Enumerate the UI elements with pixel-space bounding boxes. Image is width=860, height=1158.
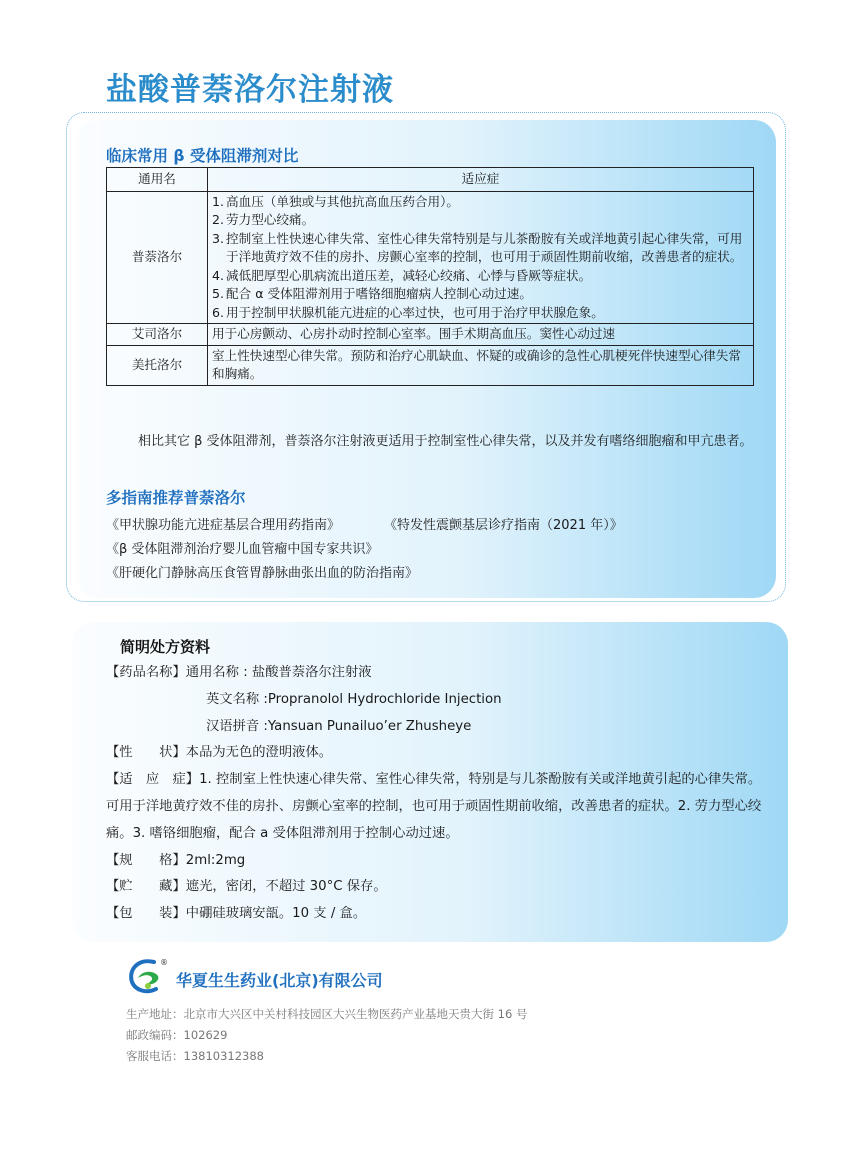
generic-name: 通用名称 : 盐酸普萘洛尔注射液 xyxy=(185,665,372,680)
field-label: 【药品名称】 xyxy=(106,665,186,680)
company-phone: 客服电话：13810312388 xyxy=(126,1049,264,1063)
drug-name: 艾司洛尔 xyxy=(107,324,208,346)
field-label: 【贮 藏】 xyxy=(106,879,186,895)
indication-list xyxy=(212,193,749,323)
item-number: 5. xyxy=(212,286,225,301)
prescription-heading: 简明处方资料 xyxy=(120,638,211,656)
item-number: 6. xyxy=(212,304,225,320)
item-number: 2. xyxy=(212,212,225,227)
field-value: 2ml:2mg xyxy=(185,852,246,868)
field-label: 【规 格】 xyxy=(106,852,186,868)
pinyin-name: 汉语拼音 :Yansuan Punailuo’er Zhusheye xyxy=(206,718,472,734)
field-value: 遮光，密闭，不超过 30°C 保存。 xyxy=(185,879,387,895)
guidelines-heading: 多指南推荐普萘洛尔 xyxy=(106,489,246,507)
company-postcode: 邮政编码：102629 xyxy=(126,1028,228,1042)
indication-cell xyxy=(208,191,754,324)
page-title: 盐酸普萘洛尔注射液 xyxy=(106,72,394,108)
list-item: 《β 受体阻滞剂治疗婴儿血管瘤中国专家共识》 xyxy=(106,542,379,557)
comparison-table xyxy=(106,167,754,386)
list-item xyxy=(212,230,749,267)
field-value: 本品为无色的澄明液体。 xyxy=(185,745,333,761)
list-item xyxy=(106,514,623,538)
property-row xyxy=(106,740,766,767)
package-row xyxy=(106,901,766,928)
item-number: 3. xyxy=(212,230,225,246)
list-item: 《肝硬化门静脉高压食管胃静脉曲张出血的防治指南》 xyxy=(106,566,419,581)
registered-mark: ® xyxy=(160,958,168,967)
field-label: 【适 应 症】 xyxy=(106,772,200,788)
field-label: 【包 装】 xyxy=(106,906,186,922)
guideline-list xyxy=(106,514,623,586)
item-text: 减低肥厚型心肌病流出道压差，减轻心绞痛、心悸与昏厥等症状。 xyxy=(226,267,592,283)
storage-row xyxy=(106,874,766,901)
table-row xyxy=(107,324,754,346)
indication-cell: 室上性快速型心律失常。预防和治疗心肌缺血、怀疑的或确诊的急性心肌梗死伴快速型心律失常和胸痛。 xyxy=(208,345,754,385)
company-logo-icon xyxy=(126,956,168,1000)
item-text: 用于控制甲状腺机能亢进症的心率过快，也可用于治疗甲状腺危象。 xyxy=(226,304,604,320)
column-header-generic-name: 通用名 xyxy=(107,168,208,192)
item-text: 配合 α 受体阻滞剂用于嗜铬细胞瘤病人控制心动过速。 xyxy=(226,286,532,301)
item-text: 高血压（单独或与其他抗高血压药合用）。 xyxy=(226,193,459,209)
spec-row xyxy=(106,848,766,875)
item-text: 控制室上性快速心律失常、室性心律失常特别是与儿茶酚胺有关或洋地黄引起心律失常，可用于洋地黄疗效不佳的房扑、房颤心室率的控制，也可用于顽固性期前收缩，改善患者的症状。 xyxy=(226,230,743,264)
field-label: 【性 状】 xyxy=(106,745,186,761)
drug-name-row xyxy=(106,660,766,687)
drug-name: 普萘洛尔 xyxy=(107,191,208,324)
drug-name: 美托洛尔 xyxy=(107,345,208,385)
column-header-indications: 适应症 xyxy=(208,168,754,192)
company-address: 生产地址：北京市大兴区中关村科技园区大兴生物医药产业基地天贵大街 16 号 xyxy=(126,1007,528,1021)
list-item xyxy=(212,193,749,212)
indication-cell: 用于心房颤动、心房扑动时控制心室率。围手术期高血压。窦性心动过速 xyxy=(208,324,754,346)
prescription-info xyxy=(106,660,766,928)
list-item xyxy=(212,211,749,230)
comparison-summary: 相比其它 β 受体阻滞剂，普萘洛尔注射液更适用于控制室性心律失常，以及并发有嗜络细胞瘤和甲亢患者。 xyxy=(138,434,753,449)
company-contact xyxy=(126,1004,527,1067)
field-value: 1. 控制室上性快速心律失常、室性心律失常，特别是与儿茶酚胺有关或洋地黄引起的心律失常。可用于洋地黄疗效不佳的房扑、房颤心室率的控制，也可用于顽固性期前收缩，改善患者的症状。2. 劳力型心绞痛。3. 嗜铬细胞瘤，配合 a 受体阻滞剂用于控制心动过速。 xyxy=(106,772,762,841)
table-header-row xyxy=(107,168,754,192)
item-text: 劳力型心绞痛。 xyxy=(226,212,315,227)
list-item xyxy=(212,304,749,323)
field-value: 中硼硅玻璃安瓿。10 支 / 盒。 xyxy=(185,906,367,922)
guideline-title: 《特发性震颤基层诊疗指南（2021 年）》 xyxy=(384,518,623,533)
list-item xyxy=(212,267,749,286)
item-number: 1. xyxy=(212,193,225,209)
guideline-title: 《甲状腺功能亢进症基层合理用药指南》 xyxy=(106,518,341,533)
indication-row xyxy=(106,767,766,847)
company-name: 华夏生生药业(北京)有限公司 xyxy=(176,971,383,990)
list-item xyxy=(212,285,749,304)
table-row xyxy=(107,345,754,385)
comparison-heading: 临床常用 β 受体阻滞剂对比 xyxy=(106,147,299,165)
english-name: 英文名称 :Propranolol Hydrochloride Injection xyxy=(206,691,502,707)
item-number: 4. xyxy=(212,267,225,283)
table-row xyxy=(107,191,754,324)
